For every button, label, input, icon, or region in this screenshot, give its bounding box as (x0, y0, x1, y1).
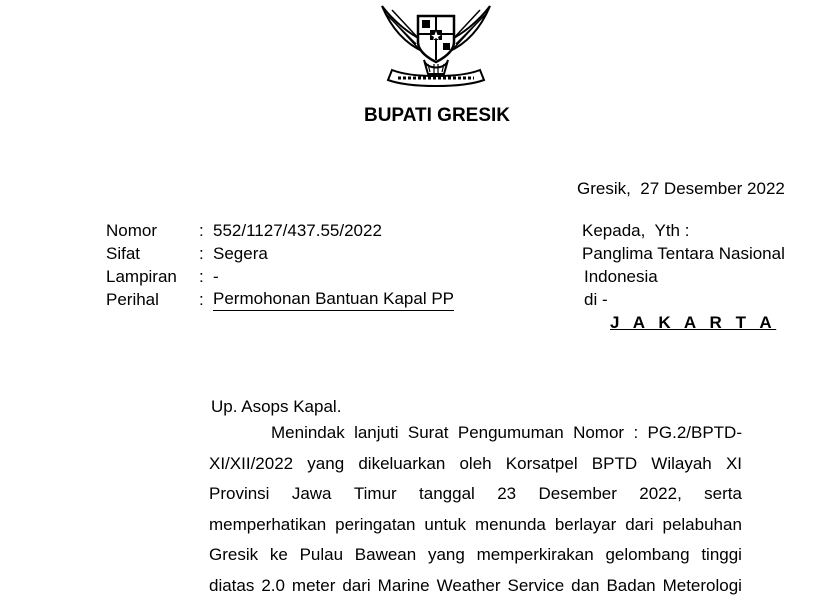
paragraph-line (209, 418, 742, 449)
word: Wilayah (651, 453, 712, 473)
word: berlayar (554, 514, 617, 534)
word: dikeluarkan (358, 453, 446, 473)
meta-value: Segera (213, 244, 268, 263)
word: tinggi (701, 545, 742, 565)
meta-colon: : (199, 221, 204, 240)
garuda-emblem-icon (372, 0, 500, 88)
word: Gresik (209, 545, 259, 565)
addressee-line: Kepada, Yth : (582, 221, 690, 240)
word: untuk (424, 514, 467, 534)
paragraph-text (271, 418, 742, 449)
word: gelombang (605, 545, 690, 565)
paragraph-text (209, 540, 742, 571)
word: Korsatpel (505, 453, 578, 473)
letterhead-title: BUPATI GRESIK (363, 105, 511, 126)
word: 2.0 (261, 575, 285, 595)
body-paragraph (209, 418, 742, 602)
word: meter (291, 575, 336, 595)
paragraph-line (209, 571, 742, 602)
word: Badan (606, 575, 656, 595)
word: Weather (436, 575, 501, 595)
word: peringatan (335, 514, 416, 534)
word: PG.2/BPTD- (647, 423, 742, 442)
paragraph-line (209, 479, 742, 510)
meta-label: Sifat (106, 244, 141, 263)
word: : (633, 423, 639, 442)
word: dari (625, 514, 654, 534)
word: memperkirakan (476, 545, 594, 565)
word: Bawean (354, 545, 417, 565)
paragraph-text (209, 479, 742, 510)
word: ke (269, 545, 288, 565)
paragraph-line (209, 510, 742, 541)
meta-colon: : (199, 290, 204, 309)
meta-value: 552/1127/437.55/2022 (213, 221, 382, 240)
word: Desember (538, 484, 617, 504)
word: memperhatikan (209, 514, 327, 534)
word: Surat (407, 423, 449, 442)
place-date: Gresik, 27 Desember 2022 (577, 179, 785, 198)
addressee-line: Panglima Tentara Nasional (582, 244, 785, 263)
word: 23 (497, 484, 517, 504)
word: Timur (353, 484, 397, 504)
paragraph-text (209, 571, 742, 602)
paragraph-line (209, 540, 742, 571)
word: Nomor (573, 423, 625, 442)
paragraph-line (209, 449, 742, 480)
word: Provinsi (209, 484, 270, 504)
word: XI (725, 453, 742, 473)
addressee-city: J A K A R T A (610, 313, 777, 332)
paragraph-text (209, 449, 742, 480)
word: Pulau (299, 545, 344, 565)
word: XI/XII/2022 (209, 453, 294, 473)
meta-label: Lampiran (106, 267, 177, 286)
meta-label: Perihal (106, 290, 159, 309)
addressee-block (582, 219, 785, 311)
meta-colon: : (199, 244, 204, 263)
meta-value: - (213, 267, 219, 286)
word: yang (427, 545, 465, 565)
word: serta (704, 484, 742, 504)
word: BPTD (591, 453, 638, 473)
word: diatas (209, 575, 255, 595)
word: 2022, (639, 484, 682, 504)
word: menunda (474, 514, 546, 534)
word: pelabuhan (662, 514, 742, 534)
subject-value: Permohonan Bantuan Kapal PP (213, 288, 454, 311)
word: tanggal (419, 484, 475, 504)
word: lanjuti (354, 423, 399, 442)
addressee-line: Indonesia (584, 267, 658, 286)
word: Marine (377, 575, 430, 595)
meta-colon: : (199, 267, 204, 286)
word: Service (507, 575, 565, 595)
word: Menindak (271, 423, 345, 442)
meta-label: Nomor (106, 221, 158, 240)
word: Meterologi (662, 575, 742, 595)
word: oleh (459, 453, 492, 473)
paragraph-text (209, 510, 742, 541)
attention-line: Up. Asops Kapal. (211, 397, 342, 416)
addressee-line: di - (584, 290, 608, 309)
word: Jawa (291, 484, 332, 504)
word: yang (307, 453, 345, 473)
word: dari (342, 575, 371, 595)
word: Pengumuman (457, 423, 564, 442)
word: dan (571, 575, 600, 595)
